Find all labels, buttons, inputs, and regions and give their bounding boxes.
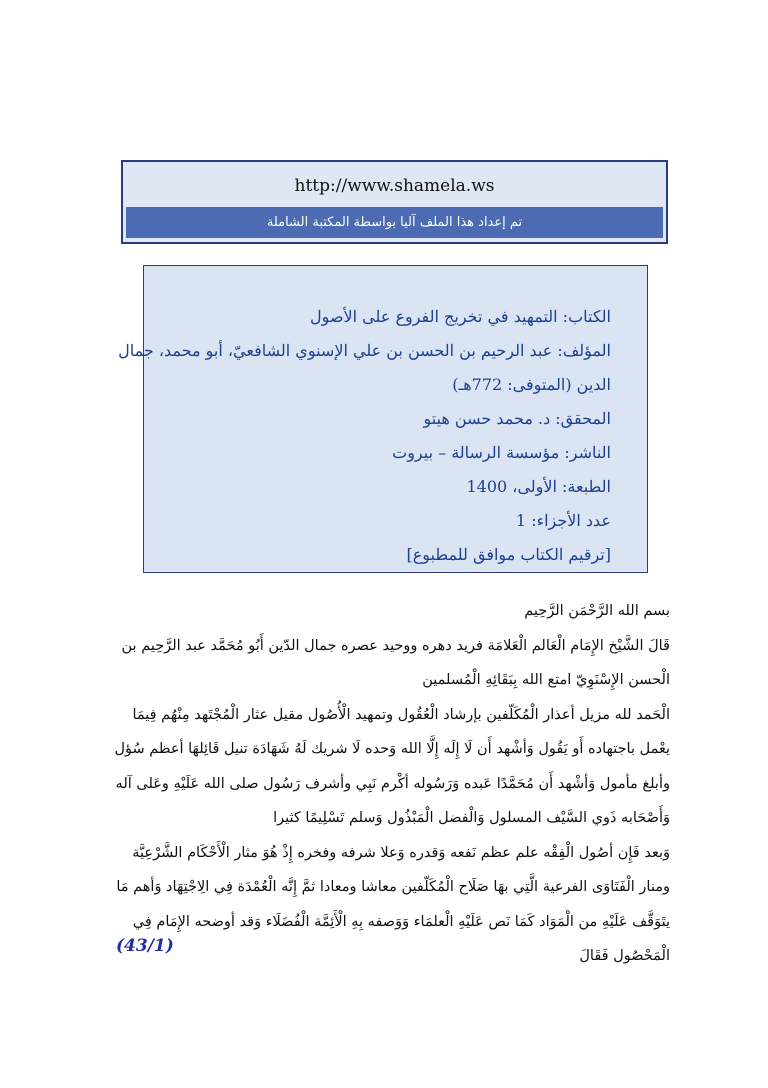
body-paragraph: الْحَمد لله مزيل أعذار الْمُكَلّفين بإرشاد الْعُقُول وتمهيد الْأُصُول مقيل عثار الْمُجْتَهد مِنْهُم فِيمَا يعْمل باجتهاده أَو يَقُول وَأشْهد أَن لَا إِلَه إِلَّا الله وَحده لَا شريك لَهُ شَهَادَة تنيل قَائِلهَا أعظم سُؤل وأبلغ مأمول وَأشْهد أَن مُحَمَّدًا عَبده وَرَسُوله أكْرم نَبِي وأشرف رَسُول صلى الله عَلَيْهِ وعَلى آله وَأَصْحَابه ذَوي السَّيْف المسلول وَالْفضل الْمَبْذُول وَسلم تَسْلِيمًا كثيرا bbox=[114, 706, 670, 826]
generated-notice: تم إعداد هذا الملف آليا بواسطة المكتبة الشاملة bbox=[126, 207, 663, 238]
book-volumes: عدد الأجزاء: 1 bbox=[515, 511, 611, 530]
book-editor: المحقق: د. محمد حسن هيتو bbox=[423, 409, 611, 428]
book-publisher: الناشر: مؤسسة الرسالة – بيروت bbox=[392, 443, 611, 462]
shamela-header-box bbox=[121, 160, 668, 244]
body-text bbox=[98, 594, 670, 974]
book-author-line2: الدين (المتوفى: 772هـ) bbox=[452, 375, 611, 394]
book-info-box bbox=[118, 265, 648, 573]
book-title: الكتاب: التمهيد في تخريج الفروع على الأصول bbox=[310, 307, 611, 326]
book-pagination-note: [ترقيم الكتاب موافق للمطبوع] bbox=[406, 545, 611, 564]
book-author-line1: المؤلف: عبد الرحيم بن الحسن بن علي الإسنوي الشافعيّ، أبو محمد، جمال bbox=[118, 341, 611, 360]
basmala: بسم الله الرَّحْمَن الرَّحِيم bbox=[524, 603, 670, 619]
shamela-url[interactable]: http://www.shamela.ws bbox=[294, 176, 495, 196]
book-edition: الطبعة: الأولى، 1400 bbox=[466, 477, 611, 496]
body-paragraph: وَبعد فَإِن أصُول الْفِقْه علم عظم نَفعه وَقدره وَعلا شرفه وفخره إِذْ هُوَ مثار الْأَحْكَام الشَّرْعِيَّة ومنار الْفَتَاوَى الفرعية الَّتِي بهَا صَلَاح الْمُكَلّفين معاشا ومعادا ثمَّ إِنَّه الْعُمْدَة فِي الِاجْتِهَاد وَأهم مَا يتَوَقَّف عَلَيْهِ من الْمَوَاد كَمَا نَص عَلَيْهِ الْعلمَاء وَوَصفه بِهِ الْأَئِمَّة الْفُضَلَاء وَقد أوضحه الإِمَام فِي الْمَحْصُول فَقَالَ bbox=[116, 844, 670, 964]
page-number: (43/1) bbox=[116, 936, 174, 956]
body-paragraph: قَالَ الشَّيْخ الإِمَام الْعَالم الْعَلامَة فريد دهره ووحيد عصره جمال الدّين أَبُو مُحَمَّد عبد الرَّحِيم بن الْحسن الإِسْنَوِيّ امتع الله بِبَقَائِهِ الْمُسلمين bbox=[121, 637, 670, 688]
